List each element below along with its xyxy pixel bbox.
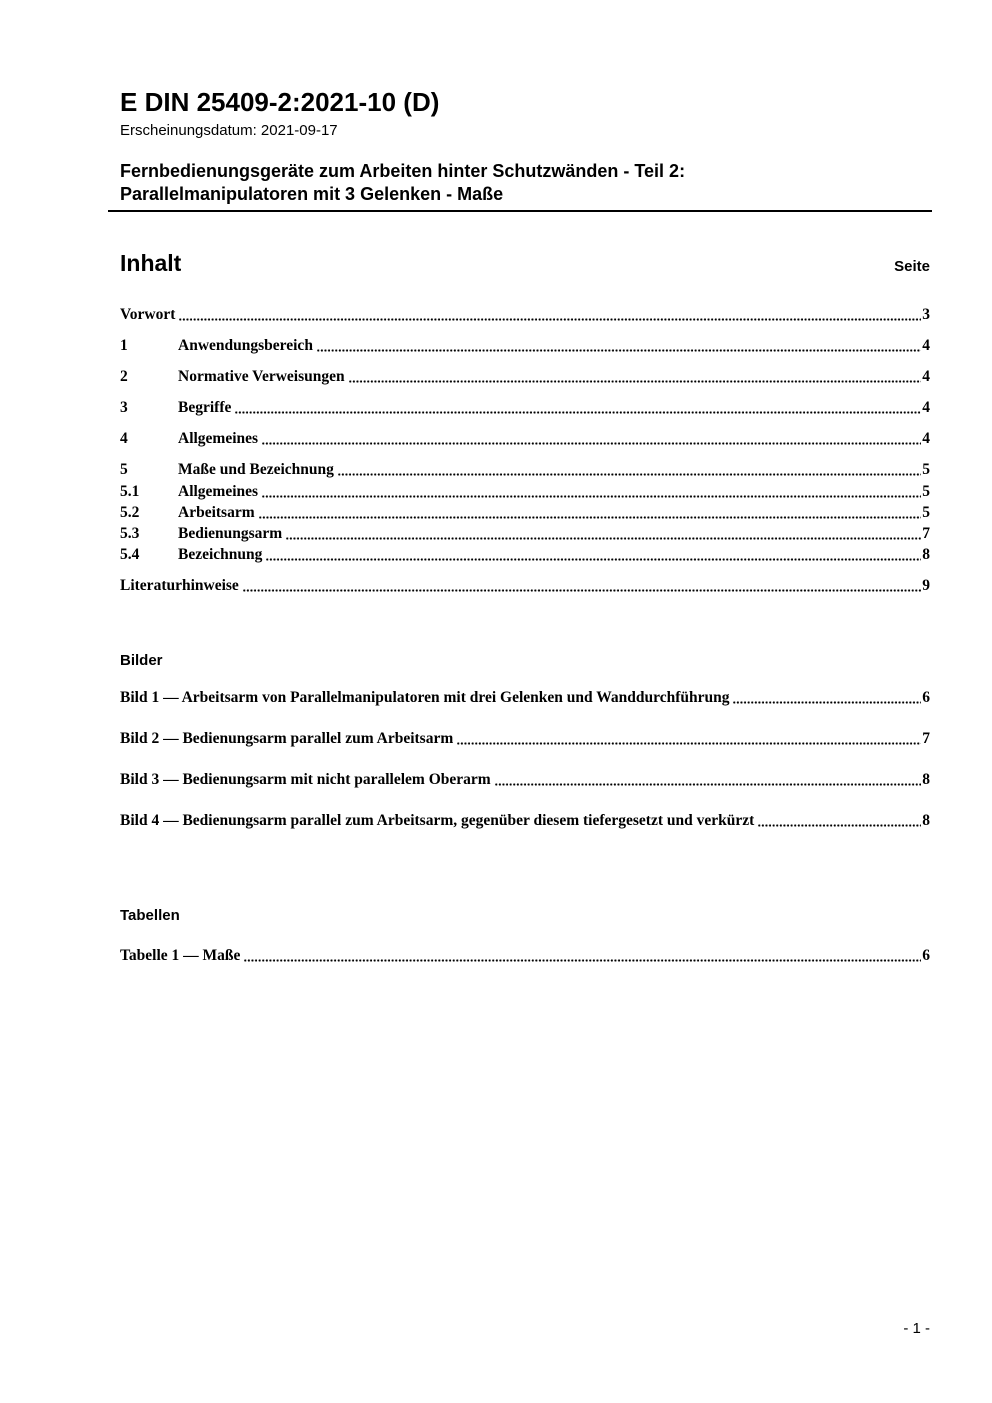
toc-entry-5-3 — [120, 525, 930, 543]
figure-entry-bild-4 — [120, 812, 930, 830]
toc-page-column-label: Seite — [894, 258, 930, 275]
dot-leader — [259, 516, 922, 519]
dot-leader — [758, 824, 921, 827]
toc-entry-title: Arbeitsarm — [178, 504, 255, 521]
figure-entry-bild-1 — [120, 689, 930, 707]
toc-entry-vorwort — [120, 306, 930, 324]
toc-entry-title: Begriffe — [178, 399, 232, 416]
dot-leader — [733, 701, 921, 704]
toc-entry-title: Vorwort — [120, 306, 176, 323]
toc-entry-page: 4 — [922, 337, 930, 354]
toc-entry-title: Bezeichnung — [178, 546, 263, 563]
figure-entry-title: Bild 1 — Arbeitsarm von Parallelmanipulatoren mit drei Gelenken und Wanddurchführung — [120, 689, 730, 706]
toc-entry-title: Literaturhinweise — [120, 577, 239, 594]
toc-entry-number: 4 — [120, 430, 128, 447]
table-entry-tabelle-1 — [120, 947, 930, 965]
toc-entry-number: 3 — [120, 399, 128, 416]
toc-entry-5-1 — [120, 483, 930, 501]
toc-heading: Inhalt — [120, 250, 182, 276]
toc-entry-5-4 — [120, 546, 930, 564]
toc-entry-1 — [120, 337, 930, 355]
toc-entry-page: 3 — [922, 306, 930, 323]
document-title-line2: Parallelmanipulatoren mit 3 Gelenken - Maße — [120, 184, 504, 204]
toc-entry-title: Bedienungsarm — [178, 525, 283, 542]
toc-entry-page: 5 — [922, 483, 930, 500]
toc-entry-number: 1 — [120, 337, 128, 354]
figure-entry-page: 6 — [922, 689, 930, 706]
toc-entry-page: 7 — [922, 525, 930, 542]
toc-entry-number: 5.1 — [120, 483, 140, 500]
document-number: E DIN 25409-2:2021-10 (D) — [120, 87, 440, 117]
toc-entry-5-2 — [120, 504, 930, 522]
dot-leader — [317, 349, 921, 352]
table-of-contents — [120, 250, 930, 595]
toc-entry-title: Normative Verweisungen — [178, 368, 345, 385]
toc-entry-number: 5.2 — [120, 504, 140, 521]
toc-entry-page: 4 — [922, 430, 930, 447]
figure-entry-page: 8 — [922, 812, 930, 829]
document-title — [120, 160, 930, 206]
tables-heading: Tabellen — [120, 907, 180, 924]
toc-entry-3 — [120, 399, 930, 417]
figure-entry-title: Bild 3 — Bedienungsarm mit nicht parallelem Oberarm — [120, 771, 491, 788]
toc-entry-page: 8 — [922, 546, 930, 563]
dot-leader — [235, 411, 921, 414]
toc-entry-number: 2 — [120, 368, 128, 385]
toc-header-row — [120, 250, 930, 276]
dot-leader — [244, 959, 921, 962]
dot-leader — [338, 473, 921, 476]
tables-list — [120, 907, 930, 965]
toc-entry-number: 5.3 — [120, 525, 140, 542]
dot-leader — [495, 783, 922, 786]
publication-date: Erscheinungsdatum: 2021-09-17 — [120, 122, 338, 139]
figure-entry-title: Bild 2 — Bedienungsarm parallel zum Arbeitsarm — [120, 730, 454, 747]
dot-leader — [262, 442, 921, 445]
figure-entry-bild-2 — [120, 730, 930, 748]
toc-entry-2 — [120, 368, 930, 386]
toc-entry-title: Allgemeines — [178, 483, 259, 500]
toc-entry-literaturhinweise — [120, 577, 930, 595]
figure-entry-bild-3 — [120, 771, 930, 789]
dot-leader — [457, 742, 921, 745]
tables-body — [120, 947, 930, 965]
toc-entry-page: 5 — [922, 461, 930, 478]
dot-leader — [243, 589, 921, 592]
table-entry-title: Tabelle 1 — Maße — [120, 947, 241, 964]
toc-entry-number: 5 — [120, 461, 128, 478]
dot-leader — [286, 537, 921, 540]
figure-entry-page: 7 — [922, 730, 930, 747]
toc-entry-page: 4 — [922, 399, 930, 416]
figure-entry-page: 8 — [922, 771, 930, 788]
toc-entry-page: 9 — [922, 577, 930, 594]
dot-leader — [349, 380, 922, 383]
table-entry-page: 6 — [922, 947, 930, 964]
figure-entry-title: Bild 4 — Bedienungsarm parallel zum Arbeitsarm, gegenüber diesem tiefergesetzt und verkürzt — [120, 812, 755, 829]
toc-entry-page: 4 — [922, 368, 930, 385]
page-number: - 1 - — [903, 1320, 930, 1337]
dot-leader — [262, 495, 921, 498]
toc-body — [120, 306, 930, 595]
toc-entry-title: Anwendungsbereich — [178, 337, 313, 354]
toc-entry-5 — [120, 461, 930, 479]
toc-entry-number: 5.4 — [120, 546, 140, 563]
header-divider — [108, 210, 932, 212]
figures-list — [120, 652, 930, 830]
figures-heading: Bilder — [120, 652, 163, 669]
dot-leader — [179, 318, 921, 321]
figures-body — [120, 689, 930, 830]
toc-entry-title: Maße und Bezeichnung — [178, 461, 334, 478]
dot-leader — [266, 558, 921, 561]
document-header — [120, 88, 930, 212]
toc-entry-4 — [120, 430, 930, 448]
toc-entry-title: Allgemeines — [178, 430, 259, 447]
toc-entry-page: 5 — [922, 504, 930, 521]
document-title-line1: Fernbedienungsgeräte zum Arbeiten hinter Schutzwänden - Teil 2: — [120, 161, 686, 181]
